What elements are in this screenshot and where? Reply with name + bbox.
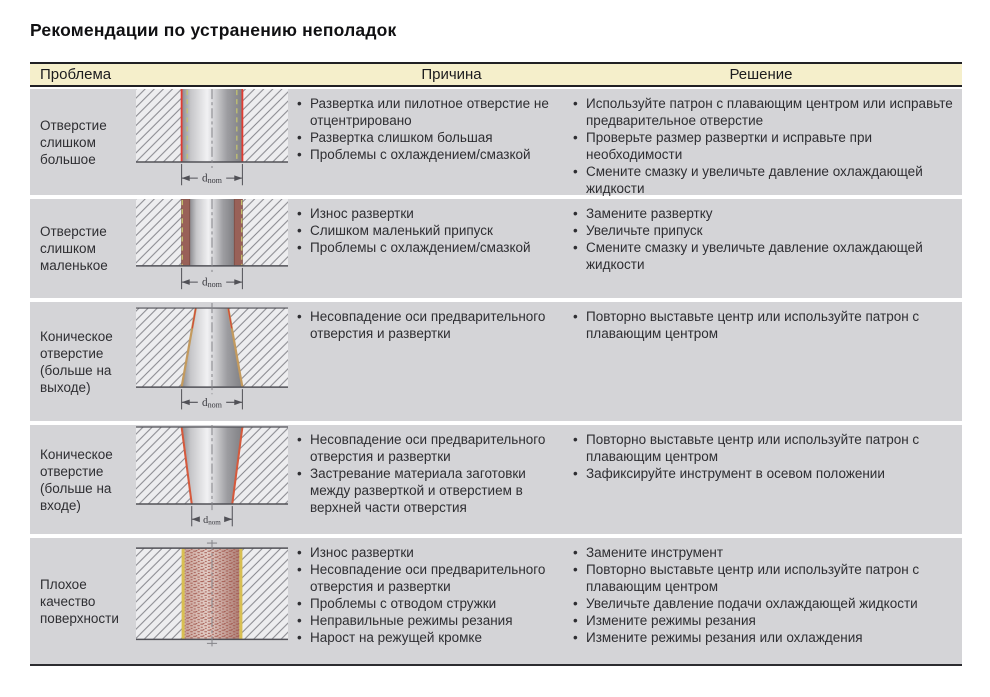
solution-item: • Измените режимы резания или охлаждения xyxy=(572,629,958,646)
table-row xyxy=(30,199,962,298)
cause-item: • Неправильные режимы резания xyxy=(296,612,556,629)
bore-diagram xyxy=(136,302,288,421)
cause-item: • Проблемы с охлаждением/смазкой xyxy=(296,239,556,256)
cause-item: • Проблемы с отводом стружки xyxy=(296,595,556,612)
table-bottom-border xyxy=(30,664,962,666)
cause-list xyxy=(296,95,556,163)
table-row xyxy=(30,538,962,664)
troubleshooting-table xyxy=(30,62,962,666)
solution-item: • Увеличьте припуск xyxy=(572,222,958,239)
problem-cell xyxy=(30,538,288,664)
table-body xyxy=(30,89,962,664)
svg-text:dnom: dnom xyxy=(203,514,221,527)
diagram-svg xyxy=(136,199,288,297)
solution-list xyxy=(572,95,958,197)
table-header-row xyxy=(30,62,962,87)
column-header-solution: Решение xyxy=(729,66,793,83)
solution-cell xyxy=(560,302,962,421)
solution-item: • Используйте патрон с плавающим центром или исправьте предварительное отверстие xyxy=(572,95,958,129)
svg-text:dnom: dnom xyxy=(202,172,222,186)
cause-item: • Слишком маленький припуск xyxy=(296,222,556,239)
page-title: Рекомендации по устранению неполадок xyxy=(30,19,397,40)
table-row xyxy=(30,302,962,421)
problem-cell xyxy=(30,425,288,534)
column-header-problem: Проблема xyxy=(40,66,112,83)
diagram-svg xyxy=(136,302,288,415)
cause-list xyxy=(296,205,556,256)
solution-item: • Смените смазку и увеличьте давление охлаждающей жидкости xyxy=(572,239,958,273)
solution-list xyxy=(572,544,958,646)
bore-diagram xyxy=(136,89,288,195)
solution-item: • Замените развертку xyxy=(572,205,958,222)
cause-item: • Несовпадение оси предварительного отверстия и развертки xyxy=(296,431,556,465)
problem-label: Коническое отверстие (больше на входе) xyxy=(40,446,113,513)
cause-item: • Износ развертки xyxy=(296,544,556,561)
solution-list xyxy=(572,308,958,342)
solution-item: • Зафиксируйте инструмент в осевом положении xyxy=(572,465,958,482)
cause-list xyxy=(296,431,556,516)
problem-cell xyxy=(30,89,288,195)
cause-list xyxy=(296,308,556,342)
problem-cell xyxy=(30,302,288,421)
cause-cell xyxy=(288,89,560,195)
diagram-svg xyxy=(136,538,288,662)
table-row xyxy=(30,425,962,534)
solution-item: • Смените смазку и увеличьте давление охлаждающей жидкости xyxy=(572,163,958,197)
svg-text:dnom: dnom xyxy=(202,396,222,410)
bore-diagram xyxy=(136,199,288,298)
bore-diagram xyxy=(136,538,288,664)
cause-item: • Несовпадение оси предварительного отверстия и развертки xyxy=(296,561,556,595)
cause-cell xyxy=(288,302,560,421)
solution-item: • Замените инструмент xyxy=(572,544,958,561)
cause-item: • Проблемы с охлаждением/смазкой xyxy=(296,146,556,163)
column-header-cause: Причина xyxy=(421,66,482,83)
svg-text:dnom: dnom xyxy=(202,276,222,290)
solution-item: • Повторно выставьте центр или используйте патрон с плавающим центром xyxy=(572,431,958,465)
problem-label: Отверстие слишком маленькое xyxy=(40,224,108,273)
cause-item: • Износ развертки xyxy=(296,205,556,222)
cause-cell xyxy=(288,425,560,534)
table-row xyxy=(30,89,962,195)
solution-item: • Проверьте размер развертки и исправьте при необходимости xyxy=(572,129,958,163)
cause-item: • Застревание материала заготовки между разверткой и отверстием в верхней части отверстия xyxy=(296,465,556,516)
solution-cell xyxy=(560,425,962,534)
solution-item: • Увеличьте давление подачи охлаждающей жидкости xyxy=(572,595,958,612)
solution-item: • Измените режимы резания xyxy=(572,612,958,629)
cause-item: • Развертка или пилотное отверстие не отцентрировано xyxy=(296,95,556,129)
diagram-svg xyxy=(136,89,288,194)
problem-label: Отверстие слишком большое xyxy=(40,117,107,167)
problem-cell xyxy=(30,199,288,298)
solution-item: • Повторно выставьте центр или используйте патрон с плавающим центром xyxy=(572,561,958,595)
solution-cell xyxy=(560,538,962,664)
problem-label: Коническое отверстие (больше на выходе) xyxy=(40,328,113,395)
cause-item: • Несовпадение оси предварительного отверстия и развертки xyxy=(296,308,556,342)
bore-diagram xyxy=(136,425,288,534)
diagram-svg xyxy=(136,425,288,532)
solution-list xyxy=(572,431,958,482)
solution-cell xyxy=(560,199,962,298)
cause-item: • Развертка слишком большая xyxy=(296,129,556,146)
cause-cell xyxy=(288,199,560,298)
cause-cell xyxy=(288,538,560,664)
problem-label: Плохое качество поверхности xyxy=(40,576,119,626)
cause-item: • Нарост на режущей кромке xyxy=(296,629,556,646)
solution-item: • Повторно выставьте центр или используйте патрон с плавающим центром xyxy=(572,308,958,342)
solution-list xyxy=(572,205,958,273)
solution-cell xyxy=(560,89,962,195)
cause-list xyxy=(296,544,556,646)
